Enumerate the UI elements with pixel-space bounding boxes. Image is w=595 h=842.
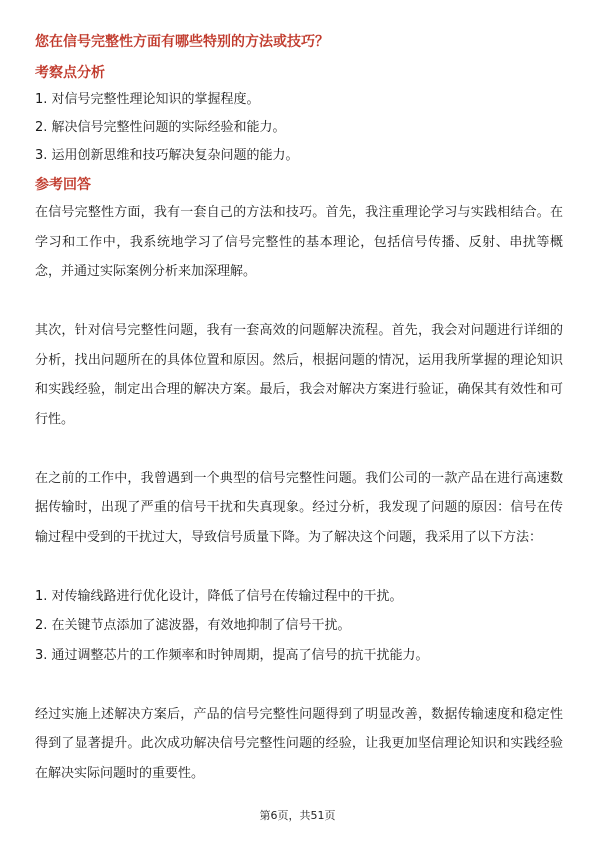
document-body xyxy=(35,31,563,788)
answer-paragraph: 其次，针对信号完整性问题，我有一套高效的问题解决流程。首先，我会对问题进行详细的分析，找出问题所在的具体位置和原因。然后，根据问题的情况，运用我所掌握的理论知识和实践经验，制定出合理的解决方案。最后，我会对解决方案进行验证，确保其有效性和可行性。 xyxy=(35,323,563,427)
answer-heading: 参考回答 xyxy=(35,177,91,193)
page-number: 第6页，共51页 xyxy=(259,809,336,822)
method-item: 2. 在关键节点添加了滤波器，有效地抑制了信号干扰。 xyxy=(35,618,351,633)
answer-paragraph: 在信号完整性方面，我有一套自己的方法和技巧。首先，我注重理论学习与实践相结合。在学习和工作中，我系统地学习了信号完整性的基本理论，包括信号传播、反射、串扰等概念，并通过实际案例分析来加深理解。 xyxy=(35,205,563,279)
analysis-point: 1. 对信号完整性理论知识的掌握程度。 xyxy=(35,92,260,107)
method-item: 3. 通过调整芯片的工作频率和时钟周期，提高了信号的抗干扰能力。 xyxy=(35,647,429,663)
method-item: 1. 对传输线路进行优化设计，降低了信号在传输过程中的干扰。 xyxy=(35,588,403,604)
answer-paragraph: 在之前的工作中，我曾遇到一个典型的信号完整性问题。我们公司的一款产品在进行高速数据传输时，出现了严重的信号干扰和失真现象。经过分析，我发现了问题的原因：信号在传输过程中受到的干扰过大，导致信号质量下降。为了解决这个问题，我采用了以下方法： xyxy=(35,470,563,545)
methods-list xyxy=(35,582,563,671)
analysis-point: 2. 解决信号完整性问题的实际经验和能力。 xyxy=(35,120,286,135)
analysis-heading: 考察点分析 xyxy=(35,65,105,81)
analysis-point: 3. 运用创新思维和技巧解决复杂问题的能力。 xyxy=(35,148,299,163)
question-heading: 您在信号完整性方面有哪些特别的方法或技巧？ xyxy=(35,34,329,50)
answer-paragraph: 经过实施上述解决方案后，产品的信号完整性问题得到了明显改善，数据传输速度和稳定性得到了显著提升。此次成功解决信号完整性问题的经验，让我更加坚信理论知识和实践经验在解决实际问题时的重要性。 xyxy=(35,706,563,781)
analysis-points xyxy=(35,86,563,170)
